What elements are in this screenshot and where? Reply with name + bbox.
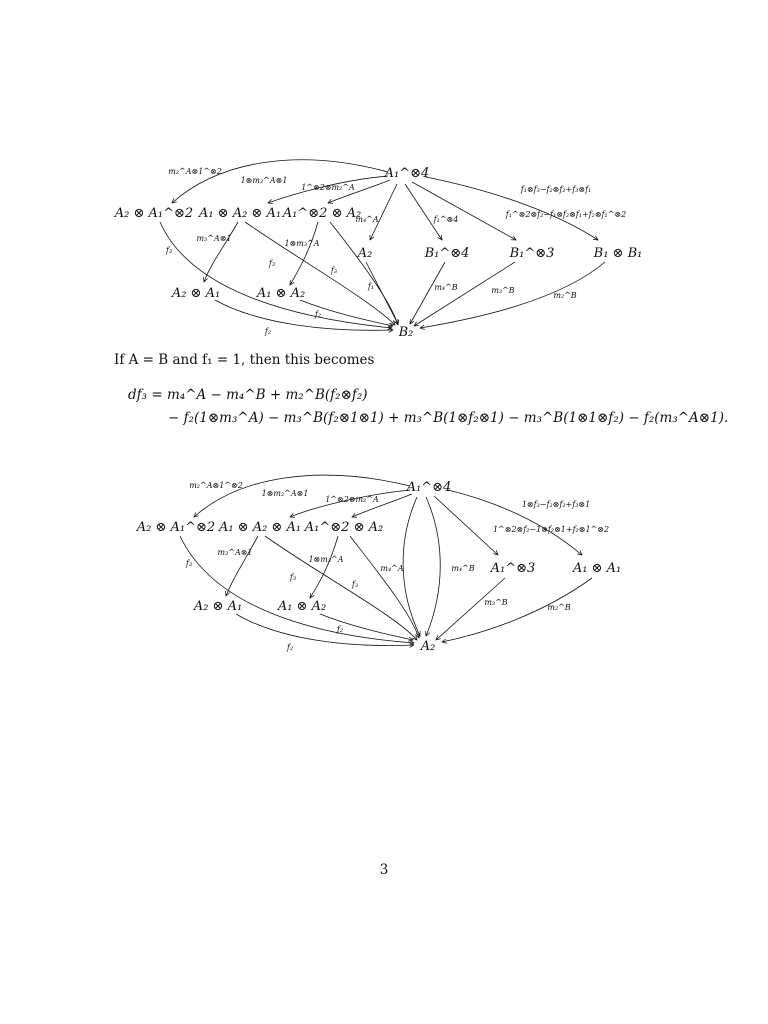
d1-node-n1: A₂ ⊗ A₁^⊗2 <box>114 206 194 221</box>
d1-node-source: A₁^⊗4 <box>384 166 430 181</box>
page-number: 3 <box>379 862 389 878</box>
d1-label-s-n1: m₂^A⊗1^⊗2 <box>168 167 222 176</box>
d1-node-n2: A₁ ⊗ A₂ ⊗ A₁ <box>198 206 282 221</box>
d1-label-n3-n9: 1⊗m₃^A <box>284 239 320 248</box>
d2-edge-source-n6 <box>434 496 498 555</box>
d1-edge-n8-target <box>215 300 393 330</box>
d1-label-n8-t: f₂ <box>264 327 272 336</box>
d2-edge-source-t-b <box>426 497 440 636</box>
d1-label-n5-t: m₄^B <box>434 283 458 292</box>
d1-label-n1-t: f₃ <box>165 246 173 255</box>
d1-label-n2-t: f₃ <box>268 259 276 268</box>
d1-edge-n4-target <box>366 262 398 324</box>
d1-edge-n7-target <box>420 262 605 328</box>
d2-label-n1-t: f₃ <box>185 559 193 568</box>
d1-label-s-n4: m₄^A <box>355 215 379 224</box>
d2-edge-source-t-a <box>403 497 420 636</box>
d1-edge-n2-n8 <box>204 222 238 282</box>
d2-label-s-n7: 1^⊗2⊗f₂−1⊗f₂⊗1+f₂⊗1^⊗2 <box>492 525 610 534</box>
d1-edge-source-n5 <box>405 184 442 240</box>
d2-edge-n6-target <box>436 578 508 640</box>
d2-label-n9-t: f₂ <box>336 625 344 634</box>
d2-node-n6: A₁^⊗3 <box>490 561 536 576</box>
d2-node-n1: A₂ ⊗ A₁^⊗2 <box>136 520 216 535</box>
d2-node-n9: A₁ ⊗ A₂ <box>277 599 327 614</box>
d1-edge-n1-target <box>160 222 392 328</box>
diagram-1 <box>114 160 643 340</box>
d1-node-target: B₂ <box>398 325 414 340</box>
d1-label-s-n3: 1^⊗2⊗m₂^A <box>301 183 355 192</box>
d2-label-n3-t: f₃ <box>351 580 359 589</box>
d2-node-n8: A₂ ⊗ A₁ <box>193 599 243 614</box>
d2-label-s-n2: 1⊗m₂^A⊗1 <box>261 489 309 498</box>
d1-node-n8: A₂ ⊗ A₁ <box>171 286 221 301</box>
d1-label-s-n6: f₁⊗f₃−f₂⊗f₂+f₃⊗f₁ <box>520 185 592 194</box>
d1-label-s-n2: 1⊗m₂^A⊗1 <box>240 176 288 185</box>
diagram-2 <box>136 475 621 654</box>
d2-edge-n2-n8 <box>226 536 258 596</box>
equation-line-1: df₃ = m₄^A − m₄^B + m₂^B(f₂⊗f₂) <box>128 387 368 403</box>
d1-label-n6-t: m₃^B <box>491 286 515 295</box>
d1-node-n5: B₁^⊗4 <box>424 246 470 261</box>
d1-node-n6: B₁^⊗3 <box>509 246 555 261</box>
d2-label-n8-t: f₂ <box>286 643 294 652</box>
d2-label-s-n6: 1⊗f₃−f₂⊗f₂+f₃⊗1 <box>521 500 591 509</box>
d2-edge-n1-target <box>180 536 414 643</box>
d1-label-n3-t: f₃ <box>330 266 338 275</box>
d1-edge-source-n6 <box>412 182 516 240</box>
d1-label-n2-n8: m₃^A⊗1 <box>196 234 232 243</box>
d1-edge-source-n4 <box>370 184 397 240</box>
d1-edge-n3-n9 <box>290 222 318 285</box>
d2-node-n2: A₁ ⊗ A₂ ⊗ A₁ <box>218 520 302 535</box>
d1-label-s-n7: f₁^⊗2⊗f₂−f₁⊗f₂⊗f₁+f₂⊗f₁^⊗2 <box>505 210 627 219</box>
d2-label-s-t-a: m₄^A <box>380 564 404 573</box>
d2-node-target: A₂ <box>420 639 436 654</box>
d2-label-s-n3: 1^⊗2⊗m₂^A <box>325 495 379 504</box>
d2-edge-n3-target <box>350 536 419 638</box>
d1-label-n7-t: m₂^B <box>553 291 577 300</box>
d1-edge-n5-target <box>410 262 445 324</box>
body-sentence: If A = B and f₁ = 1, then this becomes <box>114 352 375 368</box>
d2-node-n3: A₁^⊗2 ⊗ A₂ <box>304 520 384 535</box>
d1-label-s-n5: f₁^⊗4 <box>433 215 459 224</box>
d1-node-n4: A₂ <box>357 246 373 261</box>
d2-label-n2-t: f₃ <box>289 573 297 582</box>
d1-node-n7: B₁ ⊗ B₁ <box>593 246 643 261</box>
d2-label-n3-n9: 1⊗m₃^A <box>308 555 344 564</box>
d2-label-n7-t: m₂^B <box>547 603 571 612</box>
d2-label-n6-t: m₃^B <box>484 598 508 607</box>
d2-edge-n9-target <box>320 614 413 640</box>
d2-label-s-n1: m₂^A⊗1^⊗2 <box>189 481 243 490</box>
d1-edge-n3-target <box>330 222 398 325</box>
d2-edge-n3-n9 <box>310 536 338 598</box>
d1-label-n9-t: f₂ <box>314 310 322 319</box>
d2-label-s-t-b: m₄^B <box>451 564 475 573</box>
d1-node-n3: A₁^⊗2 ⊗ A₂ <box>282 206 362 221</box>
d1-label-n4-t: f₁ <box>367 282 375 291</box>
d2-label-n2-n8: m₃^A⊗1 <box>217 548 253 557</box>
d1-node-n9: A₁ ⊗ A₂ <box>256 286 306 301</box>
equation-line-2: − f₂(1⊗m₃^A) − m₃^B(f₂⊗1⊗1) + m₃^B(1⊗f₂⊗1) − m₃^B(1⊗1⊗f₂) − f₂(m₃^A⊗1). <box>168 410 729 426</box>
d2-node-source: A₁^⊗4 <box>406 480 452 495</box>
d2-node-n7: A₁ ⊗ A₁ <box>572 561 622 576</box>
